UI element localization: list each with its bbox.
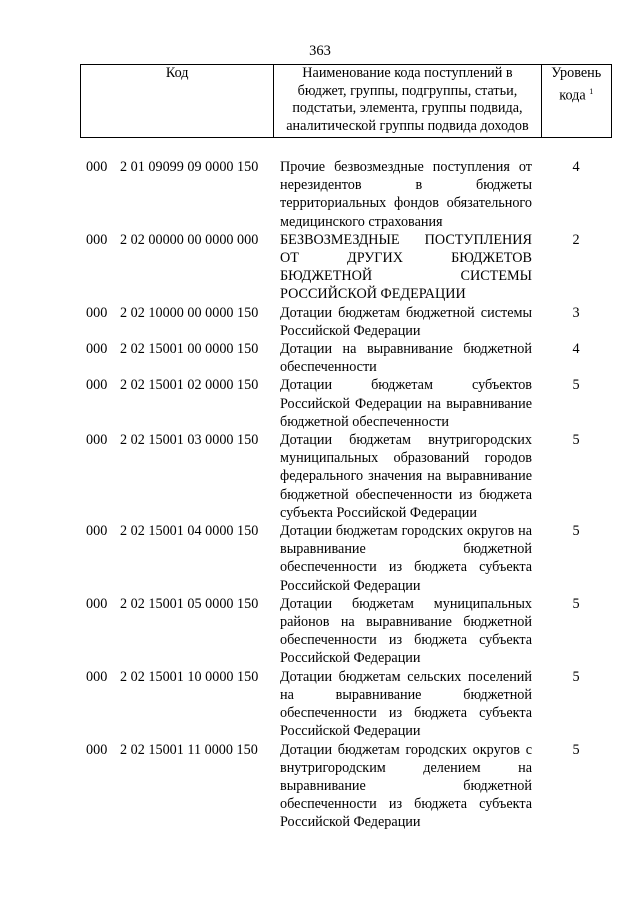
admin-code: 000 (86, 304, 108, 321)
budget-classification-code: 2 02 15001 02 0000 150 (120, 377, 259, 394)
income-name: Дотации бюджетам бюджетной системы Российской Федерации (280, 304, 532, 339)
admin-code: 000 (86, 595, 108, 612)
budget-classification-code: 2 02 15001 03 0000 150 (120, 432, 259, 449)
table-row (80, 304, 612, 340)
income-name: Дотации бюджетам городских округов с внутригородским делением на выравнивание бюджетной обеспеченности из бюджета субъекта Российской Федерации (280, 741, 532, 831)
table-row (80, 376, 612, 431)
page-number: 363 (309, 43, 331, 59)
code-level: 4 (572, 341, 580, 358)
budget-classification-code: 2 02 10000 00 0000 150 (120, 304, 259, 321)
code-level: 3 (572, 304, 580, 321)
admin-code: 000 (86, 231, 108, 248)
table-row (80, 231, 612, 304)
admin-code: 000 (86, 159, 108, 175)
code-level: 5 (572, 668, 580, 685)
table-row (80, 431, 612, 522)
budget-classification-code: 2 02 00000 00 0000 000 (120, 231, 259, 248)
budget-classification-code: 2 02 15001 10 0000 150 (120, 668, 259, 685)
code-level: 5 (572, 523, 580, 540)
admin-code: 000 (86, 341, 108, 358)
budget-classification-code: 2 02 15001 11 0000 150 (120, 741, 258, 758)
income-name: Дотации бюджетам муниципальных районов на выравнивание бюджетной обеспеченности из бюджета субъекта Российской Федерации (280, 595, 532, 667)
code-level: 5 (572, 595, 580, 612)
header-code: Код (81, 65, 274, 138)
admin-code: 000 (86, 377, 108, 394)
income-name: Прочие безвозмездные поступления от нерезидентов в бюджеты территориальных фондов обязательного медицинского страхования (280, 159, 532, 230)
code-level: 2 (572, 231, 580, 248)
income-name: Дотации бюджетам сельских поселений на выравнивание бюджетной обеспеченности из бюджета субъекта Российской Федерации (280, 668, 532, 740)
code-level: 5 (572, 432, 580, 449)
code-level: 4 (572, 159, 580, 175)
admin-code: 000 (86, 668, 108, 685)
code-level: 5 (572, 741, 580, 758)
budget-classification-code: 2 02 15001 04 0000 150 (120, 523, 259, 540)
header-level: Уровень кода $^1$ (541, 65, 611, 138)
income-name: БЕЗВОЗМЕЗДНЫЕ ПОСТУПЛЕНИЯ ОТ ДРУГИХ БЮДЖЕТОВ БЮДЖЕТНОЙ СИСТЕМЫ РОССИЙСКОЙ ФЕДЕРАЦИИ (280, 231, 532, 303)
income-name: Дотации бюджетам городских округов на выравнивание бюджетной обеспеченности из бюджета субъекта Российской Федерации (280, 523, 532, 594)
table-row (80, 668, 612, 741)
table-row (80, 158, 612, 231)
income-name: Дотации бюджетам внутригородских муниципальных образований городов федерального значения на выравнивание бюджетной обеспеченности из бюджета субъекта Российской Федерации (280, 432, 532, 521)
budget-classification-code: 2 02 15001 00 0000 150 (120, 341, 259, 358)
income-name: Дотации на выравнивание бюджетной обеспеченности (280, 341, 532, 376)
code-level: 5 (572, 377, 580, 394)
budget-classification-code: 2 02 15001 05 0000 150 (120, 595, 259, 612)
table-header (80, 64, 612, 138)
admin-code: 000 (86, 523, 108, 540)
footnote-marker: 1 (589, 86, 594, 96)
admin-code: 000 (86, 432, 108, 449)
admin-code: 000 (86, 741, 108, 758)
header-name: Наименование кода поступлений в бюджет, группы, подгруппы, статьи, подстатьи, элемента, группы подвида, аналитической группы подвида доходов (274, 65, 541, 138)
budget-classification-code: 2 01 09099 09 0000 150 (120, 159, 259, 175)
table-row (80, 741, 612, 832)
table-body (80, 158, 612, 832)
table-row (80, 340, 612, 376)
table-row (80, 595, 612, 668)
table-row (80, 522, 612, 595)
income-name: Дотации бюджетам субъектов Российской Федерации на выравнивание бюджетной обеспеченности (280, 377, 532, 430)
